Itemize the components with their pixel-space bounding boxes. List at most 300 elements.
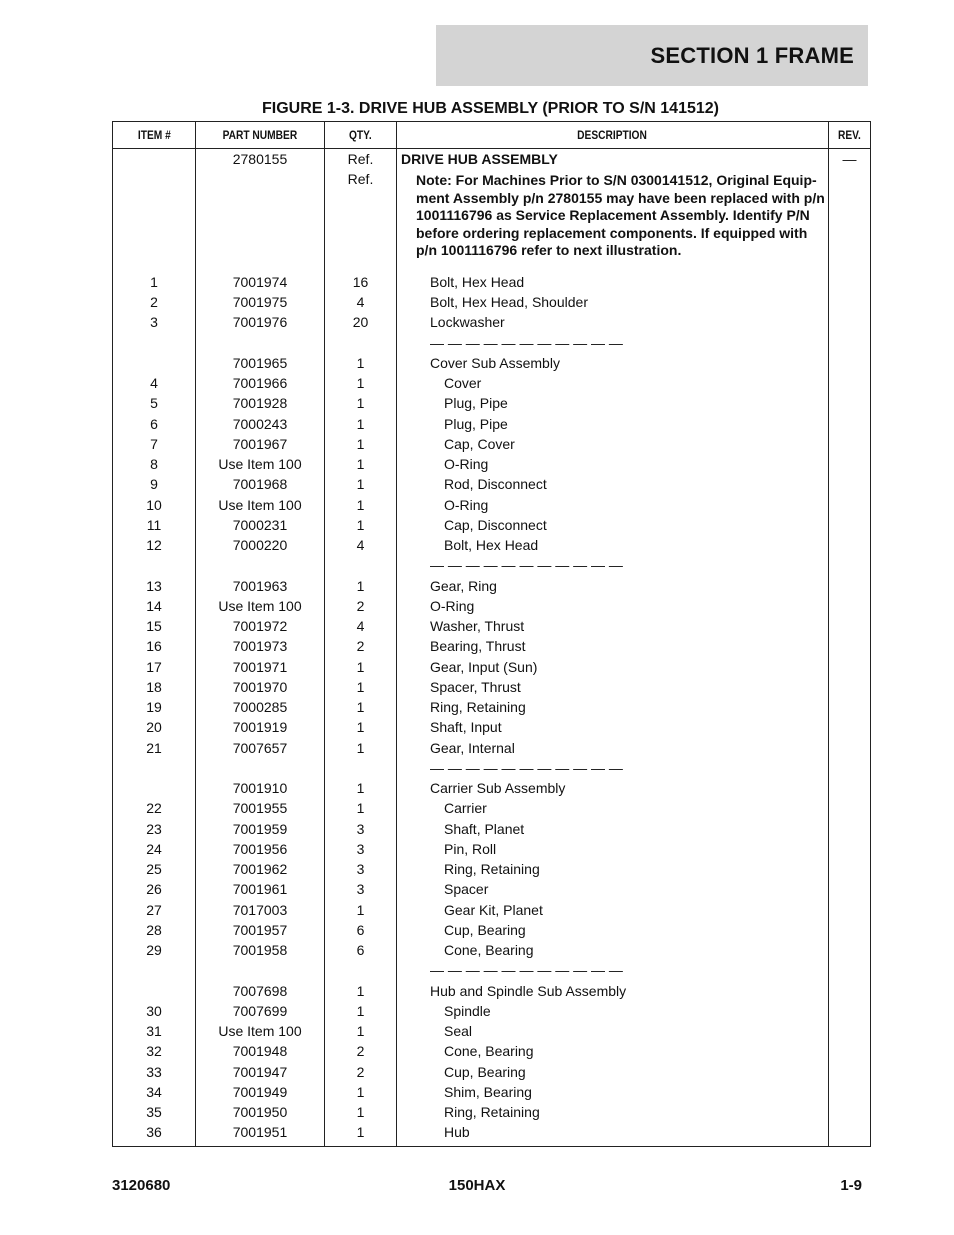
part-description: O-Ring [430,597,475,614]
qty-cell: 1 [325,1082,397,1102]
description-cell [397,555,829,575]
description-cell [397,717,829,737]
qty-cell: 1 [325,495,397,515]
table-row [113,515,871,535]
rev-cell [829,738,871,758]
part-number-cell: 7001970 [196,677,325,697]
part-number-cell [196,960,325,980]
part-description: Hub [444,1124,470,1141]
rev-cell [829,1122,871,1147]
column-header-item: ITEM # [113,122,196,149]
description-cell [397,169,829,272]
part-number-cell: 7001951 [196,1122,325,1147]
item-cell: 24 [113,839,196,859]
part-description: Ring, Retaining [430,699,526,715]
part-number-cell: 7001955 [196,798,325,818]
description-cell [397,636,829,656]
section-title: SECTION 1 FRAME [650,42,854,68]
item-cell: 35 [113,1102,196,1122]
description-cell [397,454,829,474]
group-separator: — — — — — — — — — — — [430,334,623,351]
description-cell [397,1062,829,1082]
table-row [113,819,871,839]
part-number-cell: 7001950 [196,1102,325,1122]
part-number-cell: 7000231 [196,515,325,535]
group-separator: — — — — — — — — — — — [430,557,623,574]
table-row [113,373,871,393]
qty-cell: 1 [325,454,397,474]
part-number-cell [196,555,325,575]
rev-cell [829,353,871,373]
part-number-cell: 7001973 [196,636,325,656]
part-number-cell: 7001968 [196,474,325,494]
item-cell: 6 [113,414,196,434]
part-description: Plug, Pipe [444,395,508,412]
qty-cell [325,960,397,980]
rev-cell [829,717,871,737]
item-cell: 15 [113,616,196,636]
description-cell [397,1122,829,1147]
part-number-cell: 7001928 [196,393,325,413]
qty-cell: 1 [325,677,397,697]
qty-cell: 20 [325,312,397,332]
table-row [113,738,871,758]
table-row [113,1122,871,1147]
rev-cell [829,434,871,454]
column-header-rev: REV. [829,122,871,149]
table-row [113,657,871,677]
rev-cell [829,859,871,879]
description-cell [397,535,829,555]
table-row [113,414,871,434]
description-cell [397,657,829,677]
part-description: Seal [444,1023,473,1039]
qty-cell: 1 [325,414,397,434]
separator-row [113,333,871,353]
table-row [113,616,871,636]
description-cell [397,900,829,920]
column-header-qty: QTY. [325,122,397,149]
description-cell [397,859,829,879]
qty-cell: 1 [325,798,397,818]
item-cell: 2 [113,292,196,312]
item-cell: 16 [113,636,196,656]
note-line: 1001116796 as Service Replacement Assembly. Identify P/N [416,207,810,224]
item-cell: 26 [113,879,196,899]
table-row [113,1102,871,1122]
part-description: Cone, Bearing [444,1043,534,1060]
table-row [113,596,871,616]
rev-cell [829,636,871,656]
assembly-note-row [113,169,871,272]
rev-cell [829,839,871,859]
item-cell: 12 [113,535,196,555]
part-number-cell: Use Item 100 [196,495,325,515]
part-number-cell: 7001949 [196,1082,325,1102]
qty-cell: 4 [325,535,397,555]
qty-cell: 2 [325,596,397,616]
part-number-cell: 7007698 [196,981,325,1001]
table-row [113,1041,871,1061]
rev-cell [829,576,871,596]
part-description: Shaft, Input [430,719,502,736]
part-number-cell [196,758,325,778]
rev-cell [829,333,871,353]
item-cell: 3 [113,312,196,332]
parts-list-table [112,121,871,1147]
group-separator: — — — — — — — — — — — [430,759,623,776]
parts-list-body [113,149,871,1147]
description-cell [397,596,829,616]
rev-cell [829,940,871,960]
qty-cell: Ref. [325,169,397,272]
qty-cell: 1 [325,373,397,393]
rev-cell [829,292,871,312]
description-cell [397,920,829,940]
table-header-row [113,122,871,149]
table-row [113,697,871,717]
part-description: Cup, Bearing [444,1063,526,1080]
part-description: Bolt, Hex Head [444,537,539,553]
rev-cell [829,778,871,798]
column-header-description: DESCRIPTION [397,122,829,149]
rev-cell [829,758,871,778]
qty-cell: 2 [325,1062,397,1082]
qty-cell: 1 [325,434,397,454]
part-number-cell: 7001976 [196,312,325,332]
description-cell [397,515,829,535]
rev-cell [829,900,871,920]
description-cell [397,333,829,353]
table-row [113,859,871,879]
description-cell [397,879,829,899]
table-row [113,353,871,373]
item-cell: 22 [113,798,196,818]
table-row [113,879,871,899]
part-number-cell: 2780155 [196,149,325,170]
rev-cell [829,677,871,697]
table-row [113,940,871,960]
description-cell [397,677,829,697]
description-cell [397,616,829,636]
qty-cell: 1 [325,1122,397,1147]
rev-cell [829,596,871,616]
part-description: Gear, Input (Sun) [430,658,538,675]
qty-cell [325,555,397,575]
item-cell: 34 [113,1082,196,1102]
part-description: O-Ring [444,456,489,472]
table-row [113,495,871,515]
note-line: before ordering replacement components. If equipped with [416,224,808,241]
part-number-cell: 7001958 [196,940,325,960]
description-cell [397,1001,829,1021]
part-number-cell: Use Item 100 [196,596,325,616]
part-number-cell: Use Item 100 [196,1021,325,1041]
item-cell [113,778,196,798]
item-cell: 19 [113,697,196,717]
part-description: Spacer, Thrust [430,678,521,695]
description-cell [397,373,829,393]
rev-cell [829,414,871,434]
rev-cell [829,454,871,474]
qty-cell: 3 [325,819,397,839]
part-description: Bolt, Hex Head [430,273,525,290]
qty-cell: 6 [325,920,397,940]
table-row [113,636,871,656]
item-cell: 11 [113,515,196,535]
rev-cell [829,1102,871,1122]
table-row [113,474,871,494]
item-cell: 20 [113,717,196,737]
part-description: Ring, Retaining [444,861,540,877]
part-description: Carrier Sub Assembly [430,780,566,796]
part-description: Ring, Retaining [444,1104,540,1120]
qty-cell: 1 [325,657,397,677]
footer-model: 150HAX [448,1177,506,1194]
separator-row [113,960,871,980]
rev-cell [829,1001,871,1021]
table-row [113,981,871,1001]
item-cell: 28 [113,920,196,940]
rev-cell [829,373,871,393]
item-cell: 21 [113,738,196,758]
item-cell: 25 [113,859,196,879]
qty-cell: 1 [325,393,397,413]
part-description: Cover Sub Assembly [430,354,560,371]
rev-cell [829,1062,871,1082]
description-cell [397,292,829,312]
table-row [113,1021,871,1041]
qty-cell: Ref. [325,149,397,170]
part-number-cell: 7001971 [196,657,325,677]
description-cell [397,272,829,292]
part-description: Carrier [444,800,487,817]
part-description: Rod, Disconnect [444,476,547,493]
item-cell: 27 [113,900,196,920]
qty-cell: 16 [325,272,397,292]
item-cell [113,758,196,778]
part-number-cell: 7001972 [196,616,325,636]
description-cell [397,758,829,778]
part-description: Cap, Cover [444,435,515,452]
part-number-cell: 7001963 [196,576,325,596]
part-number-cell: 7001910 [196,778,325,798]
part-number-cell: 7007699 [196,1001,325,1021]
qty-cell: 1 [325,1102,397,1122]
assembly-note [401,169,828,272]
part-number-cell: 7001948 [196,1041,325,1061]
table-row [113,717,871,737]
description-cell [397,414,829,434]
table-row [113,535,871,555]
item-cell: 7 [113,434,196,454]
rev-cell [829,1082,871,1102]
part-description: Pin, Roll [444,840,497,857]
description-cell [397,1082,829,1102]
part-number-cell: 7001974 [196,272,325,292]
item-cell [113,333,196,353]
qty-cell: 1 [325,515,397,535]
part-description: Shaft, Planet [444,820,525,837]
column-header-part-number: PART NUMBER [196,122,325,149]
part-description: Bearing, Thrust [430,638,526,655]
item-cell [113,353,196,373]
description-cell [397,981,829,1001]
part-number-cell: 7000243 [196,414,325,434]
rev-cell [829,169,871,272]
note-line: Note: For Machines Prior to S/N 0300141512, Original Equip- [416,172,817,189]
qty-cell: 1 [325,738,397,758]
rev-cell [829,555,871,575]
rev-cell [829,515,871,535]
item-cell: 14 [113,596,196,616]
description-cell [397,312,829,332]
separator-row [113,758,871,778]
footer-document-number: 3120680 [112,1177,171,1194]
part-number-cell: Use Item 100 [196,454,325,474]
description-cell [397,798,829,818]
part-number-cell [196,169,325,272]
part-number-cell: 7001919 [196,717,325,737]
item-cell [113,960,196,980]
qty-cell: 1 [325,981,397,1001]
table-row [113,900,871,920]
table-row [113,839,871,859]
qty-cell: 2 [325,1041,397,1061]
assembly-row [113,149,871,170]
part-number-cell: 7007657 [196,738,325,758]
part-description: Lockwasher [430,314,505,331]
qty-cell: 1 [325,474,397,494]
description-cell [397,1021,829,1041]
part-number-cell: 7001966 [196,373,325,393]
rev-cell [829,920,871,940]
qty-cell: 4 [325,292,397,312]
description-cell [397,393,829,413]
qty-cell: 1 [325,900,397,920]
table-row [113,778,871,798]
table-row [113,920,871,940]
description-cell [397,819,829,839]
description-cell [397,495,829,515]
qty-cell: 6 [325,940,397,960]
item-cell [113,169,196,272]
qty-cell: 4 [325,616,397,636]
rev-cell [829,393,871,413]
part-number-cell: 7001959 [196,819,325,839]
part-description: Gear, Ring [430,577,497,594]
part-description: Cap, Disconnect [444,516,547,533]
part-description: Hub and Spindle Sub Assembly [430,982,627,999]
rev-cell [829,1041,871,1061]
qty-cell: 1 [325,1021,397,1041]
item-cell: 36 [113,1122,196,1147]
item-cell: 18 [113,677,196,697]
rev-cell [829,535,871,555]
part-number-cell [196,333,325,353]
part-description: Gear, Internal [430,739,515,756]
part-description: Spacer [444,881,489,898]
table-row [113,292,871,312]
table-row [113,454,871,474]
item-cell: 13 [113,576,196,596]
description-cell [397,576,829,596]
note-line: p/n 1001116796 refer to next illustration. [416,242,682,259]
rev-cell [829,312,871,332]
group-separator: — — — — — — — — — — — [430,962,623,979]
rev-cell: — [829,149,871,170]
item-cell: 30 [113,1001,196,1021]
table-row [113,798,871,818]
qty-cell: 1 [325,353,397,373]
item-cell: 10 [113,495,196,515]
description-cell [397,1102,829,1122]
table-row [113,1001,871,1021]
table-row [113,1062,871,1082]
description-cell [397,353,829,373]
qty-cell: 1 [325,1001,397,1021]
assembly-title: DRIVE HUB ASSEMBLY [401,151,558,167]
rev-cell [829,697,871,717]
part-number-cell: 7000285 [196,697,325,717]
qty-cell: 3 [325,859,397,879]
part-description: O-Ring [444,496,489,513]
part-description: Plug, Pipe [444,415,508,432]
table-row [113,393,871,413]
qty-cell: 1 [325,778,397,798]
rev-cell [829,960,871,980]
item-cell: 23 [113,819,196,839]
qty-cell: 1 [325,697,397,717]
qty-cell [325,758,397,778]
rev-cell [829,474,871,494]
description-cell [397,149,829,170]
rev-cell [829,981,871,1001]
description-cell [397,1041,829,1061]
part-number-cell: 7017003 [196,900,325,920]
part-number-cell: 7001957 [196,920,325,940]
part-number-cell: 7000220 [196,535,325,555]
item-cell: 1 [113,272,196,292]
item-cell: 32 [113,1041,196,1061]
part-description: Shim, Bearing [444,1083,532,1100]
qty-cell: 3 [325,879,397,899]
table-row [113,677,871,697]
description-cell [397,778,829,798]
item-cell: 8 [113,454,196,474]
part-description: Gear Kit, Planet [444,901,543,918]
part-number-cell: 7001967 [196,434,325,454]
item-cell: 17 [113,657,196,677]
item-cell: 5 [113,393,196,413]
part-number-cell: 7001956 [196,839,325,859]
part-description: Cover [444,375,482,391]
item-cell [113,981,196,1001]
table-row [113,576,871,596]
qty-cell: 2 [325,636,397,656]
rev-cell [829,1021,871,1041]
description-cell [397,839,829,859]
part-number-cell: 7001965 [196,353,325,373]
table-row [113,312,871,332]
part-description: Cup, Bearing [444,921,526,938]
part-description: Bolt, Hex Head, Shoulder [430,294,588,310]
rev-cell [829,616,871,636]
section-header-banner [436,25,868,86]
qty-cell: 1 [325,576,397,596]
item-cell [113,149,196,170]
rev-cell [829,798,871,818]
